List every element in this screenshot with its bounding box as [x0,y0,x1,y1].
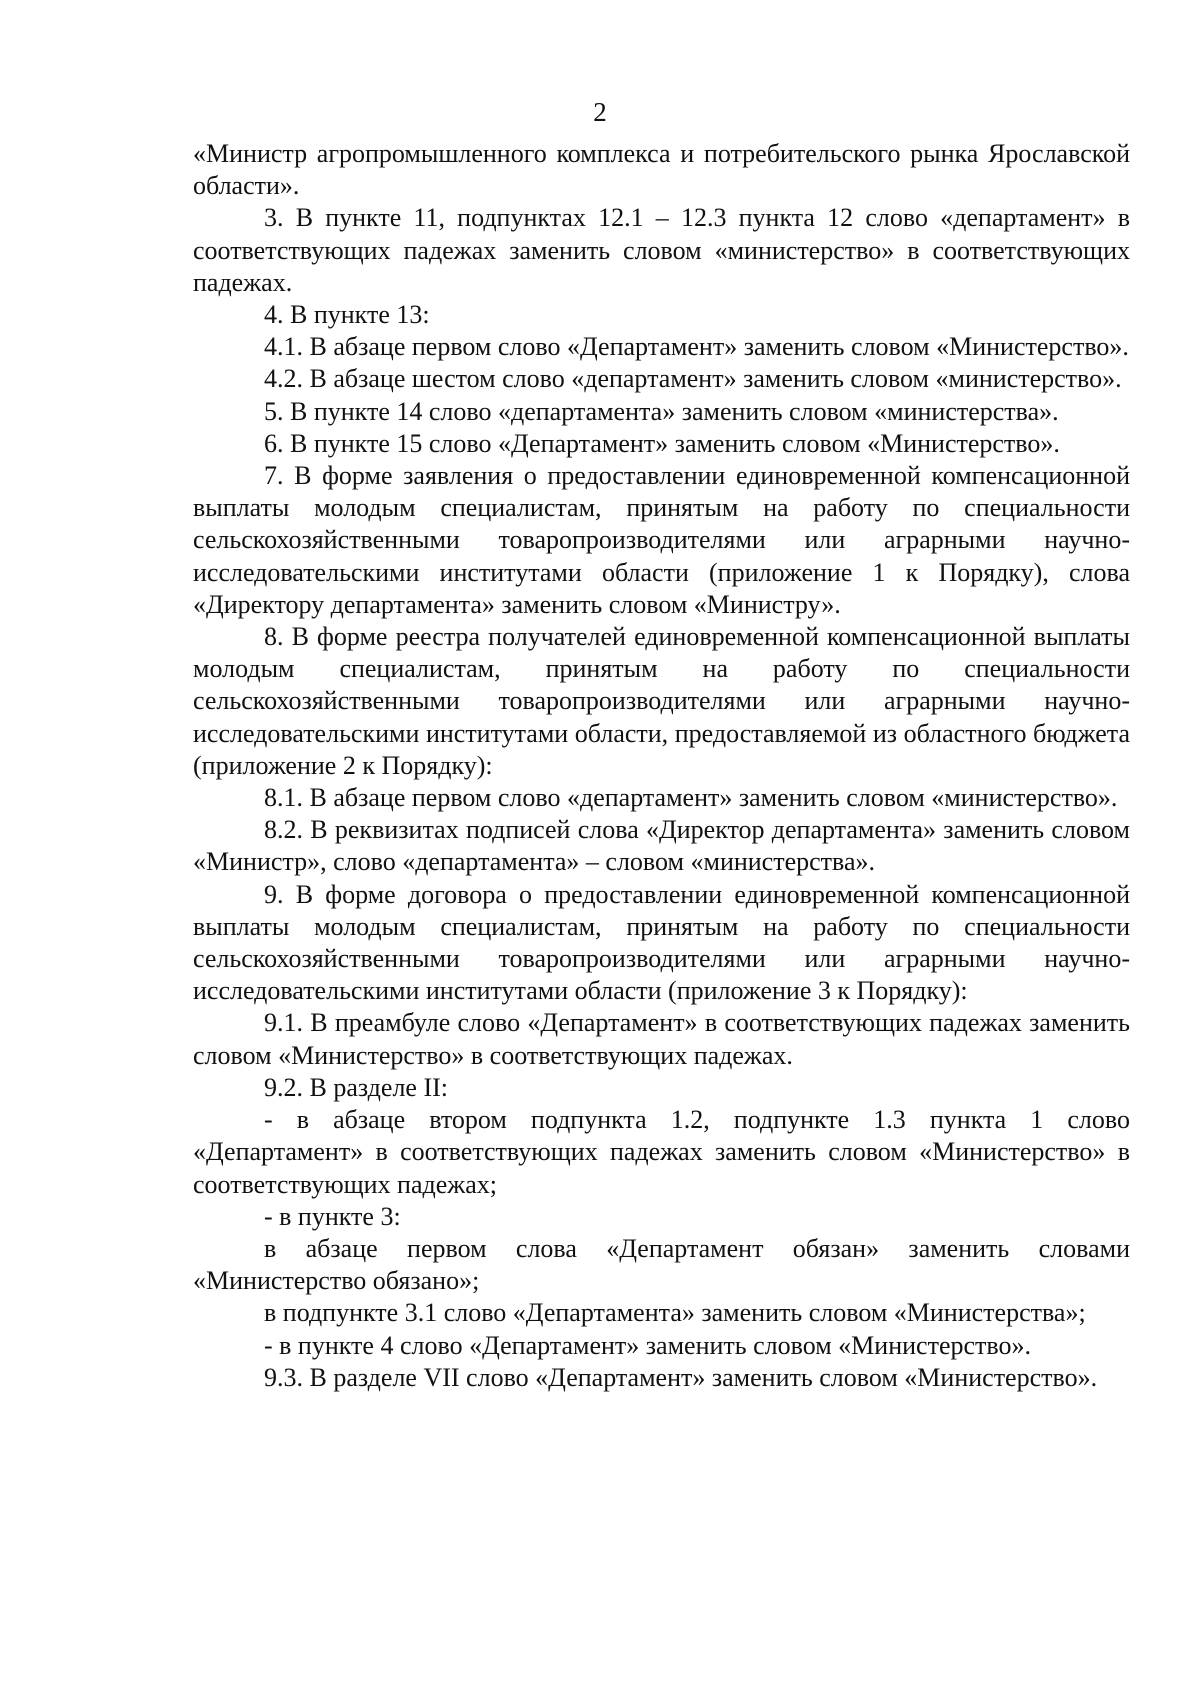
paragraph-1: «Министр агропромышленного комплекса и потребительского рынка Ярославской области». [193,139,1130,201]
paragraph-14: 9.2. В разделе II: [264,1072,449,1102]
paragraph-3: 4. В пункте 13: [264,300,430,330]
paragraph-16: - в пункте 3: [264,1201,401,1231]
paragraph-12: 9. В форме договора о предоставлении единовременной компенсационной выплаты молодым специалистам, принятым на работу по специальности сельскохозяйственными товаропроизводителями или аграрными научно-исследовательскими институтами области (приложение 3 к Порядку): [193,879,1130,1006]
paragraph-20: 9.3. В разделе VII слово «Департамент» заменить словом «Министерство». [264,1362,1098,1392]
paragraph-5: 4.2. В абзаце шестом слово «департамент» заменить словом «министерство». [264,364,1122,394]
paragraph-17: в абзаце первом слова «Департамент обязан» заменить словами «Министерство обязано»; [193,1233,1130,1296]
paragraph-19: - в пункте 4 слово «Департамент» заменить словом «Министерство». [264,1330,1031,1360]
paragraph-10: 8.1. В абзаце первом слово «департамент» заменить словом «министерство». [264,783,1118,813]
document-body [193,138,1130,1394]
paragraph-9: 8. В форме реестра получателей единовременной компенсационной выплаты молодым специалистам, принятым на работу по специальности сельскохозяйственными товаропроизводителями или аграрными научно-исследовательскими институтами области, предоставляемой из областного бюджета (приложение 2 к Порядку): [193,622,1130,780]
page-number: 2 [593,97,607,127]
paragraph-11: 8.2. В реквизитах подписей слова «Директор департамента» заменить словом «Министр», слово «департамента» – словом «министерства». [193,815,1130,877]
paragraph-7: 6. В пункте 15 слово «Департамент» заменить словом «Министерство». [264,428,1060,458]
paragraph-15: - в абзаце втором подпункта 1.2, подпункте 1.3 пункта 1 слово «Департамент» в соответствующих падежах заменить словом «Министерство» в соответствующих падежах; [193,1105,1130,1199]
paragraph-18: в подпункте 3.1 слово «Департамента» заменить словом «Министерства»; [264,1298,1086,1328]
paragraph-6: 5. В пункте 14 слово «департамента» заменить словом «министерства». [264,396,1059,426]
paragraph-4: 4.1. В абзаце первом слово «Департамент» заменить словом «Министерство». [264,332,1129,362]
paragraph-2: 3. В пункте 11, подпунктах 12.1 – 12.3 пункта 12 слово «департамент» в соответствующих падежах заменить словом «министерство» в соответствующих падежах. [193,203,1130,297]
paragraph-13: 9.1. В преамбуле слово «Департамент» в соответствующих падежах заменить словом «Министерство» в соответствующих падежах. [193,1008,1130,1070]
paragraph-8: 7. В форме заявления о предоставлении единовременной компенсационной выплаты молодым специалистам, принятым на работу по специальности сельскохозяйственными товаропроизводителями или аграрными научно-исследовательскими институтами области (приложение 1 к Порядку), слова «Директору департамента» заменить словом «Министру». [193,461,1130,619]
